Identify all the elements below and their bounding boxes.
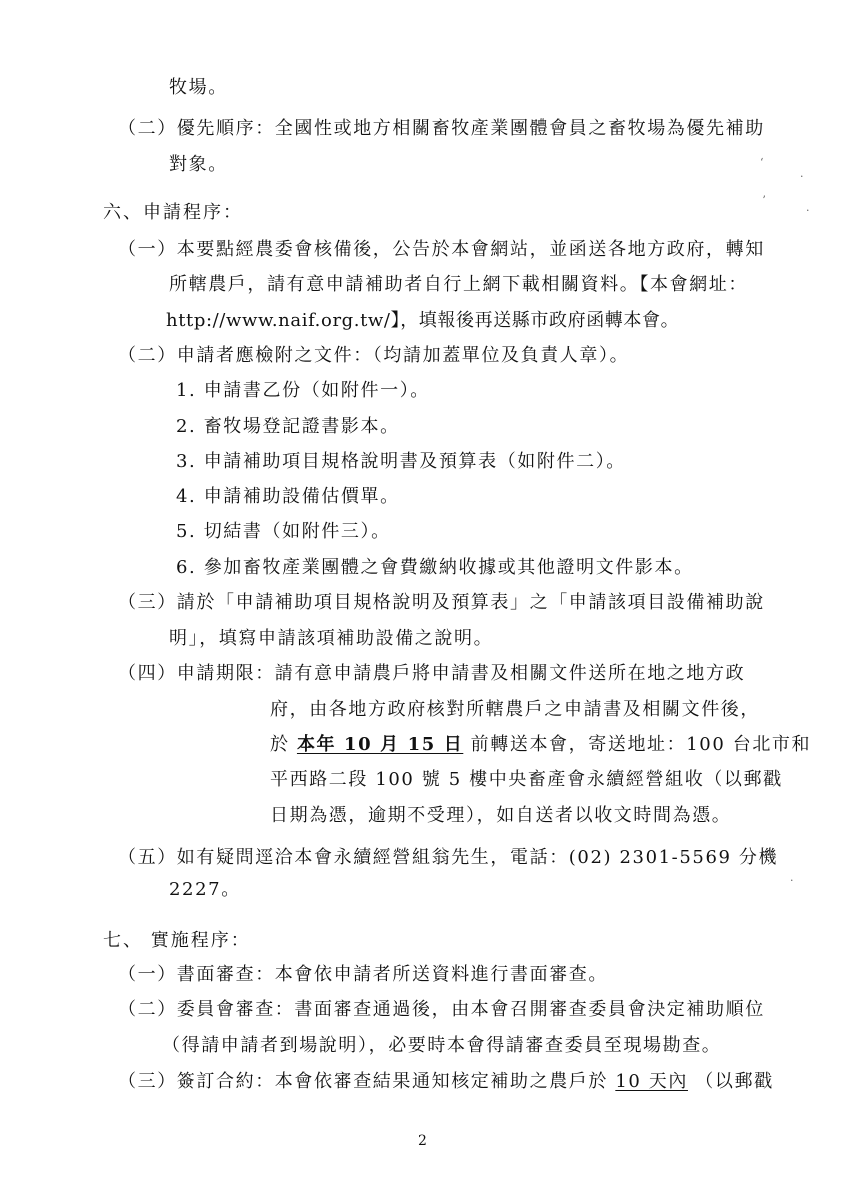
scan-speck: · [806,204,810,217]
text-fragment: 前轉送本會，寄送地址：100 台北市和 [470,734,812,755]
text-line: （二）委員會審查：書面審查通過後，由本會召開審查委員會決定補助順位 [118,999,765,1020]
scan-speck: · [790,874,794,887]
list-item: 1. 申請書乙份（如附件一）。 [176,380,430,401]
text-line: （五）如有疑問逕洽本會永續經營組翁先生，電話：(02) 2301-5569 分機 [118,847,779,868]
list-item: 2. 畜牧場登記證書影本。 [176,416,400,437]
text-line [118,1070,774,1094]
text-line: 對象。 [169,154,228,175]
text-line: （得請申請者到場說明），必要時本會得請審查委員至現場勘查。 [162,1035,722,1056]
scan-speck: ʼ [762,194,766,207]
list-item: 4. 申請補助設備估價單。 [176,486,400,507]
page-number: 2 [418,1133,427,1149]
contract-deadline: 10 天內 [615,1071,688,1092]
list-item: 6. 參加畜牧產業團體之會費繳納收據或其他證明文件影本。 [176,557,694,578]
section-heading: 七、 實施程序： [103,930,251,951]
scan-speck: ʻ [760,156,764,169]
scan-speck: · [800,170,804,183]
text-line: 牧場。 [169,77,228,98]
text-line: 府，由各地方政府核對所轄農戶之申請書及相關文件後， [270,699,760,720]
text-line: 2227。 [169,879,241,900]
text-line: http://www.naif.org.tw/】，填報後再送縣市政府函轉本會。 [166,310,680,331]
list-item: 3. 申請補助項目規格說明書及預算表（如附件二）。 [176,451,626,472]
text-line [270,733,811,757]
text-line: 明」，填寫申請該項補助設備之說明。 [169,628,494,649]
text-line: （二）優先順序：全國性或地方相關畜牧產業團體會員之畜牧場為優先補助 [118,118,765,139]
text-fragment: （三）簽訂合約：本會依審查結果通知核定補助之農戶於 [118,1071,608,1092]
text-fragment: （以郵戳 [695,1071,774,1092]
text-line: （一）本要點經農委會核備後，公告於本會網站，並函送各地方政府，轉知 [118,239,765,260]
text-line: （二）申請者應檢附之文件：（均請加蓋單位及負責人章）。 [118,345,630,366]
text-line: 日期為憑，逾期不受理），如自送者以收文時間為憑。 [270,805,732,826]
section-heading: 六、申請程序： [103,202,243,223]
list-item: 5. 切結書（如附件三）。 [176,521,391,542]
text-line: （四）申請期限：請有意申請農戶將申請書及相關文件送所在地之地方政 [118,663,746,684]
text-line: 平西路二段 100 號 5 樓中央畜產會永續經營組收（以郵戳 [270,769,783,790]
text-line: （一）書面審查：本會依申請者所送資料進行書面審查。 [118,964,608,985]
text-fragment: 於 [270,734,290,755]
text-line: 所轄農戶，請有意申請補助者自行上網下載相關資料。【本會網址： [169,274,748,295]
deadline-date: 本年 10 月 15 日 [296,734,464,755]
text-line: （三）請於「申請補助項目規格說明及預算表」之「申請該項目設備補助說 [118,592,765,613]
